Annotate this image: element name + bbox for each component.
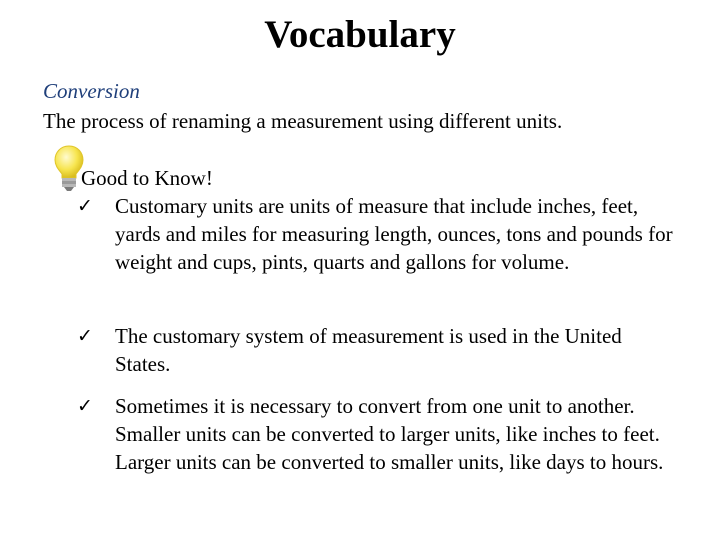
bullet-text: Customary units are units of measure that include inches, feet, yards and miles for measuring length, ounces, tons and pounds for weight and cups, pints, quarts and gallons for volume. (115, 194, 673, 274)
check-icon: ✓ (77, 195, 93, 217)
bullet-text: Sometimes it is necessary to convert from one unit to another. Smaller units can be converted to larger units, like inches to feet. Larger units can be converted to smaller units, like days to hours. (115, 394, 664, 474)
page-title: Vocabulary (264, 13, 456, 56)
check-icon: ✓ (77, 325, 93, 347)
vocabulary-term: Conversion (43, 79, 140, 103)
bullet-item (77, 322, 677, 378)
bullet-text: The customary system of measurement is used in the United States. (115, 324, 622, 376)
check-icon: ✓ (77, 395, 93, 417)
bullet-item (77, 392, 677, 476)
term-definition: The process of renaming a measurement using different units. (43, 109, 563, 133)
good-to-know-heading: Good to Know! (81, 166, 213, 190)
bullet-item (77, 192, 677, 276)
